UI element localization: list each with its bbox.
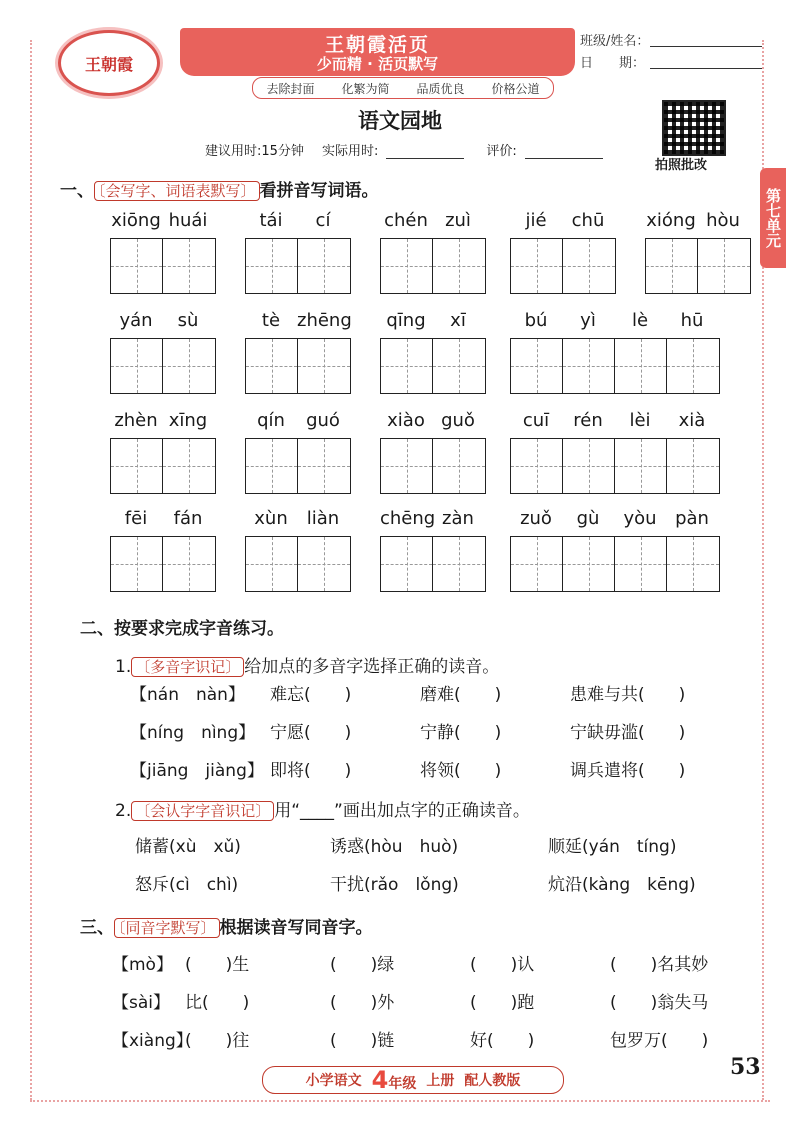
writing-cell[interactable] [298,239,350,293]
writing-cell[interactable] [298,439,350,493]
writing-cell[interactable] [511,439,563,493]
writing-cell[interactable] [163,239,215,293]
pinyin-syllable: chū [571,210,605,231]
writing-cell[interactable] [163,339,215,393]
pinyin-syllable: chēng [380,508,436,529]
homophone-pinyin: 【sài】 [112,993,170,1013]
homophone-blank[interactable]: ( )往 [185,1031,250,1051]
tianzige-boxes [245,338,351,394]
writing-cell[interactable] [381,239,433,293]
pinyin-word [245,410,351,494]
slogan: 去除封面 [266,81,315,96]
pinyin-syllable: zhēng [297,310,352,331]
pinyin-line [245,508,351,532]
pronunciation-item[interactable]: 顺延(yán tíng) [548,837,677,857]
pinyin-syllable: guǒ [441,410,475,431]
pinyin-syllable: qīng [386,310,426,331]
tianzige-boxes [245,438,351,494]
writing-cell[interactable] [433,239,485,293]
tianzige-boxes [380,438,486,494]
writing-cell[interactable] [667,439,719,493]
writing-cell[interactable] [111,339,163,393]
pinyin-syllable: fēi [124,508,148,529]
section-number: 一、 [60,181,94,201]
tianzige-boxes [110,338,216,394]
writing-cell[interactable] [381,439,433,493]
pinyin-syllable: jié [525,210,547,231]
pinyin-word [245,508,351,592]
homophone-blank[interactable]: ( )翁失马 [610,993,709,1013]
pinyin-syllable: zuǒ [520,508,552,529]
pinyin-syllable: tè [261,310,281,331]
homophone-blank[interactable]: 好( ) [470,1031,535,1051]
writing-cell[interactable] [246,439,298,493]
writing-cell[interactable] [698,239,750,293]
footer-edition: 配人教版 [464,1073,521,1089]
polyphone-item[interactable]: 磨难( ) [420,685,502,705]
homophone-blank[interactable]: ( )名其妙 [610,955,709,975]
footer-grade-label: 年级 [388,1076,417,1092]
question-2-1 [115,652,499,677]
footer-subject: 小学语文 [305,1073,362,1089]
pinyin-syllable: cí [315,210,331,231]
pinyin-syllable: yì [580,310,596,331]
decorative-border-left [20,40,32,1100]
pinyin-syllable: xiōng [111,210,161,231]
pinyin-word [380,210,486,294]
pinyin-syllable: bú [524,310,548,331]
pinyin-word [110,310,216,394]
polyphone-item[interactable]: 即将( ) [270,761,352,781]
pinyin-line [380,508,486,532]
pinyin-syllable: huái [168,210,208,231]
date-field[interactable] [650,54,762,69]
pinyin-line [380,410,486,434]
decorative-border-bottom [30,1100,770,1112]
tianzige-boxes [110,438,216,494]
pinyin-syllable: yán [119,310,153,331]
writing-cell[interactable] [667,339,719,393]
question-number: 2. [115,801,132,821]
timing-line [205,140,603,159]
polyphone-item[interactable]: 宁缺毋滥( ) [570,723,686,743]
reading-options: 【níng nìng】 [130,723,256,743]
writing-cell[interactable] [511,239,563,293]
pronunciation-item[interactable]: 炕沿(kàng kēng) [548,875,696,895]
pinyin-word [380,410,486,494]
tianzige-boxes [645,238,751,294]
writing-cell[interactable] [615,537,667,591]
homophone-blank[interactable]: ( )外 [330,993,395,1013]
tianzige-boxes [380,338,486,394]
pinyin-word [110,410,216,494]
pinyin-word [110,210,216,294]
pinyin-word [510,210,616,294]
tianzige-boxes [245,536,351,592]
pinyin-line [510,410,720,434]
actual-time-label: 实际用时: [321,144,379,159]
section-number: 三、 [80,918,114,938]
pinyin-syllable: hū [680,310,704,331]
pinyin-word [380,508,486,592]
tianzige-boxes [380,536,486,592]
pinyin-syllable: lè [631,310,649,331]
pinyin-line [510,210,616,234]
writing-cell[interactable] [511,339,563,393]
pronunciation-item[interactable]: 诱惑(hòu huò) [330,837,459,857]
pinyin-syllable: hòu [706,210,740,231]
section-3-heading [80,913,373,938]
pinyin-line [110,210,216,234]
homophone-blank[interactable]: ( )绿 [330,955,395,975]
writing-cell[interactable] [433,439,485,493]
writing-cell[interactable] [163,537,215,591]
pinyin-line [110,310,216,334]
question-2-2 [115,796,530,821]
pronunciation-item[interactable]: 怒斥(cì chì) [135,875,239,895]
brand-logo [58,30,160,96]
pinyin-syllable: xùn [254,508,288,529]
question-instruction: 用“____”画出加点字的正确读音。 [274,801,530,821]
tianzige-boxes [245,238,351,294]
section-instruction: 按要求完成字音练习。 [114,619,284,639]
section-instruction: 看拼音写词语。 [259,181,379,201]
polyphone-item[interactable]: 患难与共( ) [570,685,686,705]
pinyin-syllable: cuī [522,410,550,431]
writing-cell[interactable] [563,537,615,591]
footer-term: 上册 [426,1073,455,1089]
polyphone-item[interactable]: 宁愿( ) [270,723,352,743]
writing-cell[interactable] [563,439,615,493]
writing-cell[interactable] [298,339,350,393]
pinyin-word [380,310,486,394]
polyphone-item[interactable]: 调兵遣将( ) [570,761,686,781]
rating-label: 评价: [486,144,517,159]
pinyin-word [645,210,751,294]
pinyin-word [245,210,351,294]
pinyin-syllable: fán [173,508,203,529]
pinyin-syllable: gù [576,508,600,529]
pinyin-line [245,210,351,234]
section-tag: 〔会写字、词语表默写〕 [94,181,260,201]
section-instruction: 根据读音写同音字。 [219,918,373,938]
pinyin-line [245,410,351,434]
reading-options: 【jiāng jiàng】 [130,761,264,781]
homophone-pinyin: 【mò】 [112,955,173,975]
writing-cell[interactable] [111,439,163,493]
brand-subtitle: 少而精 · 活页默写 [316,55,439,73]
slogan: 品质优良 [416,81,465,96]
homophone-blank[interactable]: ( )跑 [470,993,535,1013]
pinyin-word [510,310,720,394]
pinyin-line [110,508,216,532]
writing-cell[interactable] [563,239,615,293]
pinyin-syllable: xià [678,410,706,431]
pronunciation-item[interactable]: 干扰(rǎo lǒng) [330,875,459,895]
writing-cell[interactable] [433,339,485,393]
pinyin-word [510,410,720,494]
writing-cell[interactable] [246,239,298,293]
pinyin-word [245,310,351,394]
pinyin-syllable: qín [257,410,285,431]
page-title: 语文园地 [358,109,442,133]
tianzige-boxes [380,238,486,294]
pinyin-syllable: pàn [675,508,709,529]
class-name-label: 班级/姓名： [580,33,650,49]
brand-title: 王朝霞活页 [324,34,430,56]
page-number: 53 [730,1054,761,1080]
pinyin-syllable: xiào [387,410,425,431]
pinyin-syllable: sù [177,310,199,331]
pinyin-syllable: zuì [445,210,471,231]
writing-cell[interactable] [615,339,667,393]
qr-caption: 拍照批改 [655,158,708,173]
qr-code-icon[interactable] [662,100,726,156]
suggested-time: 建议用时:15分钟 [205,144,304,159]
logo-text: 王朝霞 [84,54,133,74]
student-info [580,28,770,72]
pinyin-line [245,310,351,334]
writing-cell[interactable] [511,537,563,591]
pinyin-line [510,310,720,334]
class-name-field[interactable] [650,32,762,47]
date-label: 日 期： [580,55,646,71]
pinyin-syllable: liàn [306,508,340,529]
homophone-blank[interactable]: 比( ) [185,993,250,1013]
pinyin-word [510,508,720,592]
homophone-blank[interactable]: 包罗万( ) [610,1031,709,1051]
footer-grade-number: 4 [371,1066,389,1094]
pinyin-line [110,410,216,434]
homophone-pinyin: 【xiàng】 [112,1031,193,1051]
pinyin-line [380,210,486,234]
homophone-blank[interactable]: ( )认 [470,955,535,975]
homophone-blank[interactable]: ( )生 [185,955,250,975]
tianzige-boxes [510,438,720,494]
homophone-blank[interactable]: ( )链 [330,1031,395,1051]
writing-cell[interactable] [246,537,298,591]
pinyin-line [645,210,751,234]
writing-cell[interactable] [646,239,698,293]
pronunciation-item[interactable]: 储蓄(xù xǔ) [135,837,241,857]
tianzige-boxes [510,338,720,394]
section-1-heading [60,176,379,201]
question-number: 1. [115,657,132,677]
slogan: 价格公道 [491,81,540,96]
tianzige-boxes [110,536,216,592]
rating-field[interactable] [525,144,603,159]
section-number: 二、 [80,619,114,639]
pinyin-syllable: zhèn [114,410,158,431]
writing-cell[interactable] [111,537,163,591]
pinyin-syllable: zàn [442,508,474,529]
section-2-heading [80,614,284,639]
writing-cell[interactable] [298,537,350,591]
writing-cell[interactable] [563,339,615,393]
footer-badge [262,1066,564,1094]
pinyin-word [110,508,216,592]
pinyin-syllable: chén [384,210,428,231]
writing-cell[interactable] [381,537,433,591]
tianzige-boxes [110,238,216,294]
pinyin-syllable: tái [259,210,283,231]
writing-cell[interactable] [381,339,433,393]
unit-tab: 第七单元 [760,168,786,268]
tianzige-boxes [510,238,616,294]
pinyin-line [380,310,486,334]
pinyin-syllable: xīng [168,410,208,431]
writing-cell[interactable] [163,439,215,493]
writing-cell[interactable] [667,537,719,591]
slogan-bar [252,77,554,99]
pinyin-syllable: lèi [629,410,651,431]
reading-options: 【nán nàn】 [130,685,245,705]
question-instruction: 给加点的多音字选择正确的读音。 [244,657,500,677]
pinyin-syllable: rén [573,410,603,431]
writing-cell[interactable] [433,537,485,591]
writing-cell[interactable] [111,239,163,293]
pinyin-syllable: xióng [646,210,696,231]
pinyin-line [510,508,720,532]
tianzige-boxes [510,536,720,592]
polyphone-item[interactable]: 将领( ) [420,761,502,781]
pinyin-syllable: guó [306,410,340,431]
pinyin-syllable: xī [450,310,466,331]
polyphone-item[interactable]: 宁静( ) [420,723,502,743]
writing-cell[interactable] [246,339,298,393]
slogan: 化繁为简 [341,81,390,96]
section-tag: 〔同音字默写〕 [114,918,220,938]
polyphone-item[interactable]: 难忘( ) [270,685,352,705]
question-tag: 〔多音字识记〕 [131,657,244,677]
question-tag: 〔会认字字音识记〕 [131,801,274,821]
writing-cell[interactable] [615,439,667,493]
actual-time-field[interactable] [386,144,464,159]
pinyin-syllable: yòu [623,508,657,529]
